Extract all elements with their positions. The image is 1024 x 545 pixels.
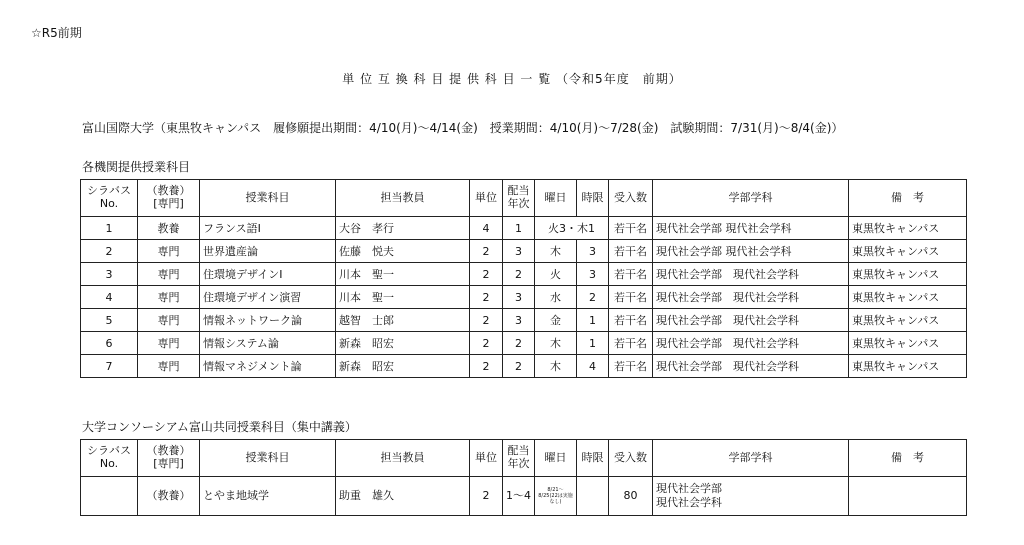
cell-year: 1 — [503, 217, 535, 240]
cell-credits: 2 — [470, 309, 503, 332]
cell-course-name: 世界遺産論 — [200, 240, 336, 263]
table-row — [81, 477, 967, 516]
cell-capacity: 80 — [609, 477, 653, 516]
cell-year: 3 — [503, 286, 535, 309]
cell-remarks: 東黒牧キャンパス — [849, 286, 967, 309]
table-row — [81, 263, 967, 286]
cell-year: 2 — [503, 332, 535, 355]
cell-period: 2 — [577, 286, 609, 309]
section2-heading: 大学コンソーシアム富山共同授業科目（集中講義） — [82, 420, 357, 434]
cell-course-name: 住環境デザイン演習 — [200, 286, 336, 309]
cell-period: 3 — [577, 240, 609, 263]
cell-syllabus-no: 3 — [81, 263, 138, 286]
cell-category: 専門 — [138, 309, 200, 332]
cell-credits: 4 — [470, 217, 503, 240]
cell-faculty: 現代社会学部 現代社会学科 — [653, 217, 849, 240]
university-info: 富山国際大学（東黒牧キャンパス 履修願提出期間：4/10(月)～4/14(金) 授業期間：4/10(月)～7/28(金) 試験期間：7/31(月)～8/4(金)） — [82, 121, 844, 135]
table-row — [81, 240, 967, 263]
header-faculty: 学部学科 — [653, 180, 849, 217]
cell-credits: 2 — [470, 263, 503, 286]
cell-syllabus-no: 1 — [81, 217, 138, 240]
header-credits: 単位 — [470, 180, 503, 217]
cell-capacity: 若干名 — [609, 240, 653, 263]
cell-course-name: 住環境デザインⅠ — [200, 263, 336, 286]
table-row — [81, 309, 967, 332]
cell-capacity: 若干名 — [609, 286, 653, 309]
cell-capacity: 若干名 — [609, 263, 653, 286]
cell-course-name: とやま地域学 — [200, 477, 336, 516]
cell-category: 専門 — [138, 286, 200, 309]
header-instructor: 担当教員 — [336, 440, 470, 477]
cell-day: 火3・木1 — [535, 217, 609, 240]
header-capacity: 受入数 — [609, 440, 653, 477]
header-faculty: 学部学科 — [653, 440, 849, 477]
cell-instructor: 新森 昭宏 — [336, 355, 470, 378]
table-row — [81, 355, 967, 378]
cell-day: 木 — [535, 355, 577, 378]
header-category: （教養） [専門] — [138, 180, 200, 217]
header-remarks: 備 考 — [849, 440, 967, 477]
cell-period: 1 — [577, 332, 609, 355]
cell-capacity: 若干名 — [609, 355, 653, 378]
cell-faculty: 現代社会学部 現代社会学科 — [653, 240, 849, 263]
cell-instructor: 助重 雄久 — [336, 477, 470, 516]
cell-year: 3 — [503, 309, 535, 332]
course-table-institutions — [80, 179, 967, 378]
cell-day: 水 — [535, 286, 577, 309]
cell-faculty: 現代社会学部 現代社会学科 — [653, 477, 849, 516]
document-title: 単 位 互 換 科 目 提 供 科 目 一 覧 （令和5年度 前期） — [342, 72, 682, 86]
header-credits: 単位 — [470, 440, 503, 477]
cell-credits: 2 — [470, 355, 503, 378]
cell-course-name: 情報マネジメント論 — [200, 355, 336, 378]
cell-instructor: 大谷 孝行 — [336, 217, 470, 240]
cell-day: 木 — [535, 240, 577, 263]
cell-course-name: フランス語Ⅰ — [200, 217, 336, 240]
cell-day: 8/21～8/25(22は実施なし) — [535, 477, 577, 516]
cell-category: 専門 — [138, 355, 200, 378]
cell-syllabus-no: 4 — [81, 286, 138, 309]
cell-credits: 2 — [470, 477, 503, 516]
header-syllabus-no: シラバス No. — [81, 180, 138, 217]
cell-remarks: 東黒牧キャンパス — [849, 217, 967, 240]
cell-category: （教養） — [138, 477, 200, 516]
cell-year: 2 — [503, 355, 535, 378]
header-syllabus-no: シラバス No. — [81, 440, 138, 477]
section1-heading: 各機関提供授業科目 — [82, 160, 191, 174]
cell-capacity: 若干名 — [609, 309, 653, 332]
cell-instructor: 川本 聖一 — [336, 263, 470, 286]
table-header-row — [81, 440, 967, 477]
cell-category: 専門 — [138, 263, 200, 286]
cell-faculty: 現代社会学部 現代社会学科 — [653, 286, 849, 309]
header-category: （教養） [専門] — [138, 440, 200, 477]
cell-remarks: 東黒牧キャンパス — [849, 263, 967, 286]
header-year: 配当 年次 — [503, 180, 535, 217]
cell-syllabus-no: 6 — [81, 332, 138, 355]
cell-faculty: 現代社会学部 現代社会学科 — [653, 309, 849, 332]
header-remarks: 備 考 — [849, 180, 967, 217]
table-row — [81, 217, 967, 240]
cell-period: 3 — [577, 263, 609, 286]
cell-instructor: 新森 昭宏 — [336, 332, 470, 355]
cell-instructor: 越智 士郎 — [336, 309, 470, 332]
cell-syllabus-no: 2 — [81, 240, 138, 263]
header-capacity: 受入数 — [609, 180, 653, 217]
cell-period — [577, 477, 609, 516]
cell-syllabus-no: 7 — [81, 355, 138, 378]
cell-faculty: 現代社会学部 現代社会学科 — [653, 332, 849, 355]
cell-year: 1～4 — [503, 477, 535, 516]
header-period: 時限 — [577, 180, 609, 217]
header-period: 時限 — [577, 440, 609, 477]
cell-faculty: 現代社会学部 現代社会学科 — [653, 355, 849, 378]
cell-instructor: 佐藤 悦夫 — [336, 240, 470, 263]
header-instructor: 担当教員 — [336, 180, 470, 217]
cell-day: 火 — [535, 263, 577, 286]
cell-credits: 2 — [470, 286, 503, 309]
cell-capacity: 若干名 — [609, 217, 653, 240]
cell-remarks: 東黒牧キャンパス — [849, 309, 967, 332]
table-header-row — [81, 180, 967, 217]
cell-category: 専門 — [138, 240, 200, 263]
cell-syllabus-no — [81, 477, 138, 516]
header-year: 配当 年次 — [503, 440, 535, 477]
cell-faculty: 現代社会学部 現代社会学科 — [653, 263, 849, 286]
cell-credits: 2 — [470, 332, 503, 355]
header-course-name: 授業科目 — [200, 440, 336, 477]
cell-category: 教養 — [138, 217, 200, 240]
cell-day: 金 — [535, 309, 577, 332]
cell-syllabus-no: 5 — [81, 309, 138, 332]
cell-remarks: 東黒牧キャンパス — [849, 240, 967, 263]
cell-remarks — [849, 477, 967, 516]
cell-capacity: 若干名 — [609, 332, 653, 355]
header-course-name: 授業科目 — [200, 180, 336, 217]
header-day: 曜日 — [535, 440, 577, 477]
header-day: 曜日 — [535, 180, 577, 217]
cell-remarks: 東黒牧キャンパス — [849, 355, 967, 378]
cell-day: 木 — [535, 332, 577, 355]
term-mark: ☆R5前期 — [31, 26, 82, 40]
cell-remarks: 東黒牧キャンパス — [849, 332, 967, 355]
cell-category: 専門 — [138, 332, 200, 355]
cell-year: 2 — [503, 263, 535, 286]
cell-credits: 2 — [470, 240, 503, 263]
cell-year: 3 — [503, 240, 535, 263]
table-row — [81, 286, 967, 309]
cell-course-name: 情報ネットワーク論 — [200, 309, 336, 332]
cell-instructor: 川本 聖一 — [336, 286, 470, 309]
cell-period: 4 — [577, 355, 609, 378]
cell-course-name: 情報システム論 — [200, 332, 336, 355]
cell-period: 1 — [577, 309, 609, 332]
course-table-consortium — [80, 439, 967, 516]
table-row — [81, 332, 967, 355]
